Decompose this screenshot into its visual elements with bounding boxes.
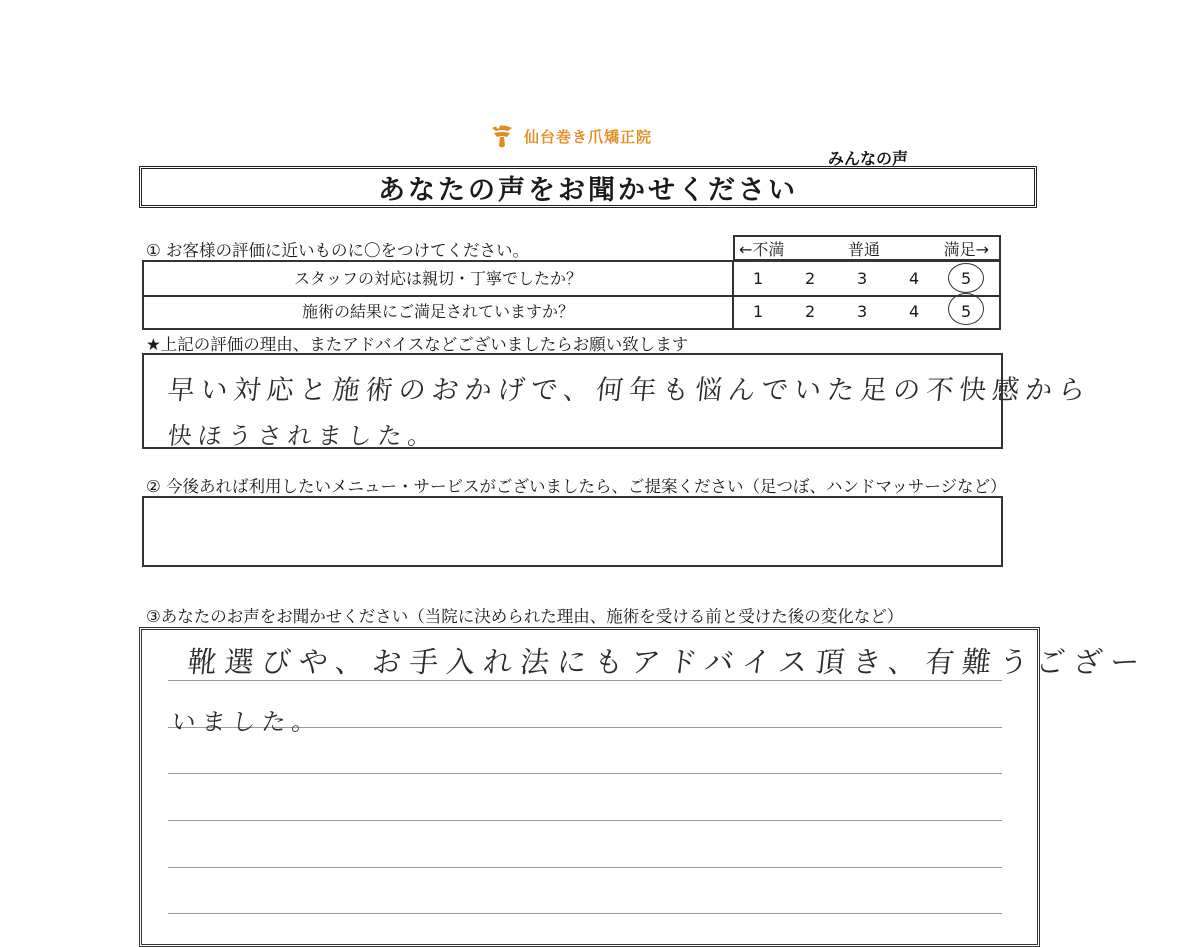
writing-line: [168, 820, 1002, 821]
question3-heading: ③あなたのお声をお聞かせください（当院に決められた理由、施術を受ける前と受けた後の変化など）: [146, 607, 904, 626]
title-banner: [139, 166, 1037, 208]
comment-prompt: ★上記の評価の理由、またアドバイスなどございましたらお願い致します: [146, 335, 689, 354]
answer-line-2: いました。: [170, 708, 324, 736]
comment-line-1: 早い対応と施術のおかげで、何年も悩んでいた足の不快感から: [166, 375, 1093, 406]
selected-rating-circle: [948, 263, 984, 293]
clinic-name: 仙台巻き爪矯正院: [524, 127, 653, 146]
scale-label-satisfied: 満足→: [943, 239, 989, 259]
writing-line: [168, 773, 1002, 774]
rating-scale-header: [733, 235, 1001, 261]
rating-options-staff: [734, 262, 999, 295]
answer-line-1: 靴選びや、お手入れ法にもアドバイス頂き、有難うござー: [186, 645, 1150, 679]
question2-heading: ② 今後あれば利用したいメニュー・サービスがございましたら、ご提案ください（足つぼ、ハンドマッサージなど）: [146, 477, 1007, 496]
page-title: あなたの声をお聞かせください: [378, 174, 798, 206]
rating-option-2[interactable]: 2: [805, 269, 816, 288]
rating-option-3[interactable]: 3: [857, 269, 868, 288]
rating-options-treatment: [734, 295, 999, 328]
question2-answer-box[interactable]: [142, 496, 1003, 567]
rating-table: [142, 260, 1001, 330]
comment-line-2: 快ほうされました。: [166, 422, 440, 450]
rating-option-1[interactable]: 1: [753, 269, 764, 288]
rating-option-5[interactable]: 5: [961, 302, 972, 321]
scale-label-neutral: 普通: [847, 239, 880, 259]
rating-option-2[interactable]: 2: [805, 302, 816, 321]
rating-option-1[interactable]: 1: [753, 302, 764, 321]
question1-heading: ① お客様の評価に近いものに〇をつけてください。: [146, 241, 530, 260]
writing-line: [168, 913, 1002, 914]
dragon-logo-icon: [488, 122, 516, 150]
rating-question-treatment: 施術の結果にご満足されていますか？: [144, 295, 734, 328]
rating-row-staff: [144, 262, 999, 297]
scale-label-dissatisfied: ←不満: [739, 239, 785, 259]
voice-label: みんなの声: [828, 149, 909, 168]
rating-row-treatment: [144, 295, 999, 328]
rating-option-4[interactable]: 4: [909, 269, 920, 288]
rating-option-3[interactable]: 3: [857, 302, 868, 321]
selected-rating-circle: [948, 293, 984, 325]
rating-option-5[interactable]: 5: [961, 269, 972, 288]
writing-line: [168, 867, 1002, 868]
rating-option-4[interactable]: 4: [909, 302, 920, 321]
clinic-logo: [488, 122, 652, 150]
rating-question-staff: スタッフの対応は親切・丁寧でしたか？: [144, 262, 734, 295]
